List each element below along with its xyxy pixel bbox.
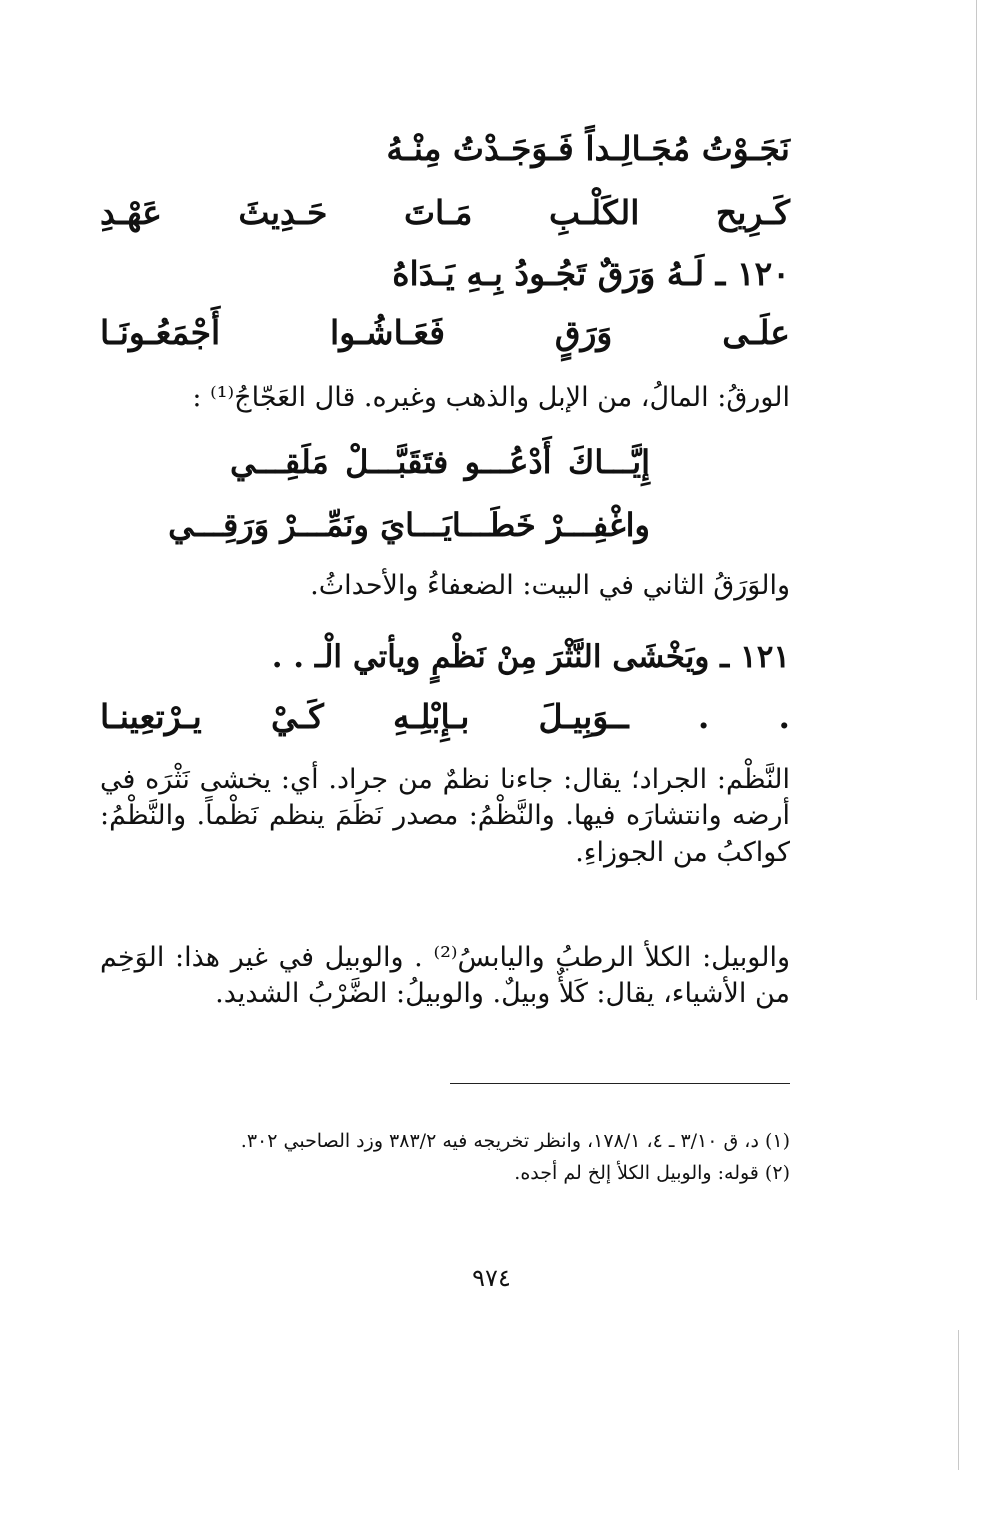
verse-line-121-continuation: . . ــوَبِيـلَ بـإِبْلِـهِ كَـيْ يـرْتعِينـا [100, 697, 790, 736]
commentary-paragraph-1: الورقُ: المالُ، من الإبل والذهب وغيره. قال العَجّاجُ⁽¹⁾ : [192, 382, 790, 413]
verse-line-4: علَـى وَرَقٍ فَعَـاشُـوا أَجْمَعُـونَـا [100, 313, 790, 352]
page-number: ٩٧٤ [472, 1264, 511, 1292]
footnote-separator [450, 1083, 790, 1084]
quoted-verse-line-1: إِيَّـــاكَ أَدْعُـــو فتَقَبَّـــلْ مَلَقِـــي [230, 443, 650, 481]
verse-line-120: ١٢٠ ـ لَـهُ وَرَقٌ تَجُـودُ بِـهِ يَـدَاهُ [392, 254, 790, 293]
commentary-paragraph-2: والوَرَقُ الثاني في البيت: الضعفاءُ والأحداثُ. [310, 570, 790, 601]
footnote-2: (٢) قوله: والوبيل الكلأ إلخ لم أجده. [514, 1162, 790, 1184]
footnote-1: (١) د، ق ٣/١٠ ـ ٤، ١٧٨/١، وانظر تخريجه فيه ٣٨٣/٢ وزد الصاحبي ٣٠٢. [240, 1130, 790, 1152]
commentary-paragraph-3: النَّظْم: الجراد؛ يقال: جاءنا نظمٌ من جراد. أي: يخشى نَثْرَه في أرضه وانتشارَه فيها. والنَّظْمُ: مصدر نَظَمَ ينظم نَظْماً. والنَّظْمُ: كواكبُ من الجوزاءِ. [100, 764, 790, 868]
verse-line-2: كَـرِيح الكَلْـبِ مَـاتَ حَـدِيثَ عَهْـدِ [100, 193, 790, 232]
commentary-paragraph-4: والوبيل: الكلأ الرطبُ واليابسُ⁽²⁾ . والوبيل في غير هذا: الوَخِم من الأشياء، يقال: كَلأٌ وبيلٌ. والوبيلُ: الضَّرْبُ الشديد. [100, 942, 790, 1010]
quoted-verse-line-2: واغْفِـــرْ خَطَـــايَـــايَ ونَمِّـــرْ وَرَقِـــي [168, 506, 650, 544]
verse-line-121: ١٢١ ـ ويَخْشَى النَّثْرَ مِنْ نَظْمٍ ويأتي الْـ . . [271, 639, 790, 675]
verse-line-1: نَجَـوْتُ مُجَـالِـداً فَـوَجَـدْتُ مِنْـهُ [386, 129, 790, 168]
scan-edge-line [958, 1330, 959, 1470]
scan-edge-line [976, 0, 977, 1000]
